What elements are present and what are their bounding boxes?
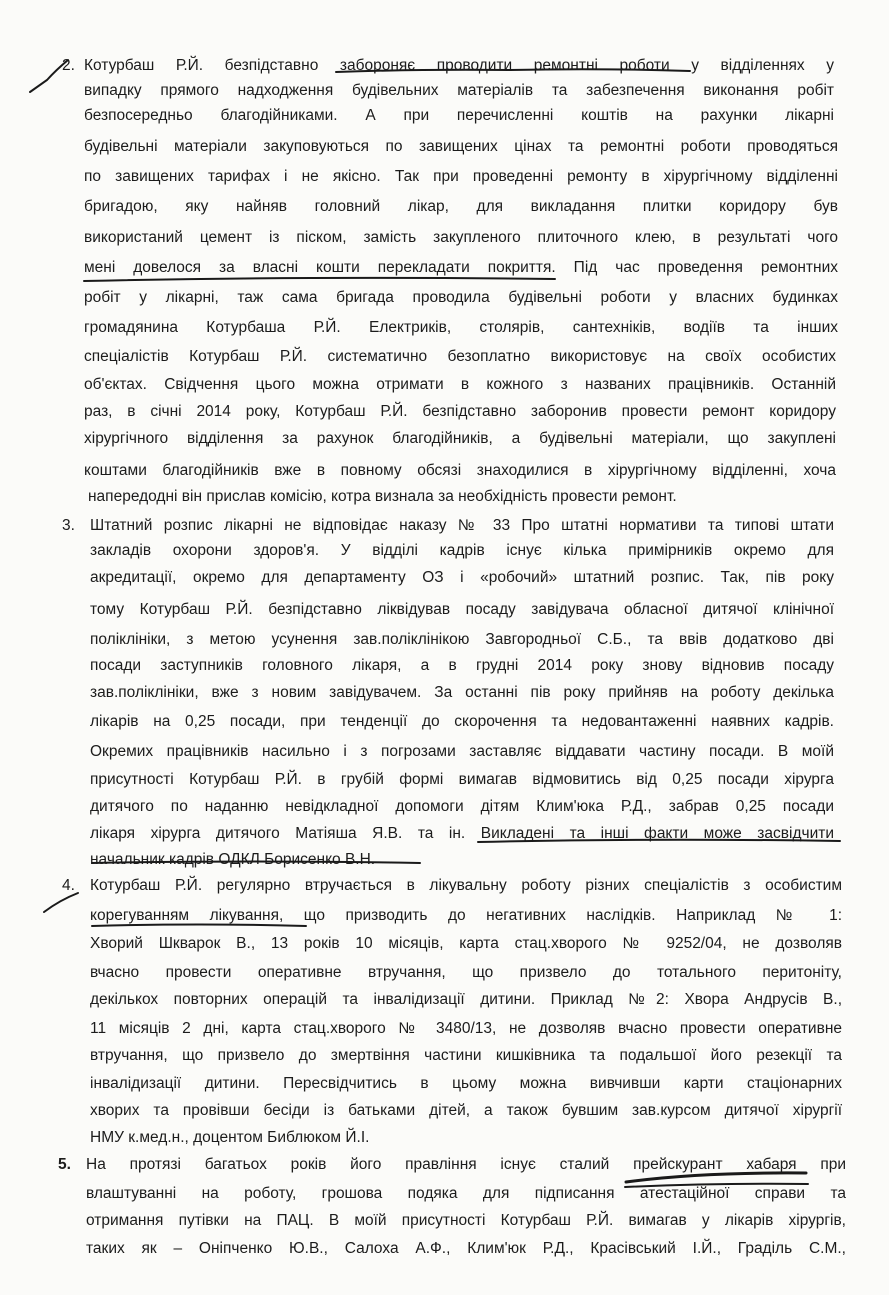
text-line: напередодні він прислав комісію, котра визнала за необхідність провести ремонт. — [88, 488, 677, 505]
item-number: 2. — [62, 57, 75, 74]
handwritten-underline — [84, 278, 555, 281]
text-line: отримання путівки на ПАЦ. В моїй присутності Котурбаш Р.Й. вимагав у лікарів хірургів, — [86, 1212, 846, 1229]
text-line: інвалідизації дитини. Пересвідчитись в цьому можна вивчивши карти стаціонарних — [90, 1075, 842, 1092]
text-line: робіт у лікарні, таж сама бригада проводила будівельні роботи у власних будинках — [84, 289, 838, 306]
text-line: поліклініки, з метою усунення зав.поліклінікою Завгородньої С.Б., та ввів додатково дві — [90, 631, 834, 648]
item-number: 3. — [62, 517, 75, 534]
text-line: по завищених тарифах і не якісно. Так при проведенні ремонту в хірургічному відділенні — [84, 168, 838, 185]
text-line: лікаря хірурга дитячого Матіяша Я.В. та ін. Викладені та інші факти може засвідчити — [90, 825, 834, 842]
text-line: зав.поліклініки, вже з новим завідувачем. За останні пів року прийняв на роботу декілька — [90, 684, 834, 701]
text-line: влаштуванні на роботу, грошова подяка для підписання атестаційної справи та — [86, 1185, 846, 1202]
item-number: 4. — [62, 877, 75, 894]
text-line: хворих та провівши бесіди із батьками дітей, а також бувшим зав.курсом дитячої хірургії — [90, 1102, 842, 1119]
text-line: начальник кадрів ОДКЛ Борисенко В.Н. — [90, 851, 376, 868]
text-line: раз, в січні 2014 року, Котурбаш Р.Й. безпідставно заборонив провести ремонт коридору — [84, 403, 836, 420]
text-line: 11 місяців 2 дні, карта стац.хворого № 3480/13, не дозволяв вчасно провести оперативне — [90, 1020, 842, 1037]
text-line: мені довелося за власні кошти перекладати покриття. Під час проведення ремонтних — [84, 259, 838, 276]
text-line: втручання, що призвело до змертвіння частини кишківника та подальшої його резекції та — [90, 1047, 842, 1064]
item-number: 5. — [58, 1156, 71, 1173]
text-line: випадку прямого надходження будівельних матеріалів та забезпечення виконання робіт — [84, 82, 834, 99]
text-line: Хворий Шкварок В., 13 років 10 місяців, карта стац.хворого № 9252/04, не дозволяв — [90, 935, 842, 952]
text-line: На протязі багатьох років його правління існує сталий прейскурант хабаря при — [86, 1156, 846, 1173]
text-line: коштами благодійників вже в повному обсязі знаходилися в хірургічному відділенні, хоча — [84, 462, 836, 479]
text-line: Котурбаш Р.Й. регулярно втручається в лікувальну роботу різних спеціалістів з особистим — [90, 877, 842, 894]
text-line: тому Котурбаш Р.Й. безпідставно ліквідував посаду завідувача обласної дитячої клінічної — [90, 601, 834, 618]
text-line: об'єктах. Свідчення цього можна отримати в кожного з названих працівників. Останній — [84, 376, 836, 393]
text-line: спеціалістів Котурбаш Р.Й. систематично безоплатно використовує на своїх особистих — [84, 348, 836, 365]
text-line: вчасно провести оперативне втручання, що призвело до тотального перитоніту, — [90, 964, 842, 981]
text-line: використаний цемент із піском, замість закупленого плиточного клею, в результаті чого — [84, 229, 838, 246]
text-line: Котурбаш Р.Й. безпідставно забороняє проводити ремонтні роботи у відділеннях у — [84, 57, 834, 74]
text-line: дитячого по наданню невідкладної допомоги дітям Клим'юка Р.Д., забрав 0,25 посади — [90, 798, 834, 815]
text-line: бригадою, яку найняв головний лікар, для викладання плитки коридору був — [84, 198, 838, 215]
text-line: таких як – Оніпченко Ю.В., Салоха А.Ф., Клим'юк Р.Д., Красівський І.Й., Граділь С.М., — [86, 1240, 846, 1257]
text-line: акредитації, окремо для департаменту ОЗ і «робочий» штатний розпис. Так, пів року — [90, 569, 834, 586]
text-line: хірургічного відділення за рахунок благодійників, а будівельні матеріали, що закуплені — [84, 430, 836, 447]
text-line: НМУ к.мед.н., доцентом Библюком Й.І. — [90, 1129, 370, 1146]
text-line: закладів охорони здоров'я. У відділі кадрів існує кілька примірників окремо для — [90, 542, 834, 559]
text-line: безпосередньо благодійниками. А при перечисленні коштів на рахунки лікарні — [84, 107, 834, 124]
text-line: лікарів на 0,25 посади, при тенденції до скорочення та недовантаженні наявних кадрів. — [90, 713, 834, 730]
text-line: Окремих працівників насильно і з погрозами заставляє віддавати частину посади. В моїй — [90, 743, 834, 760]
text-line: Штатний розпис лікарні не відповідає наказу № 33 Про штатні нормативи та типові штати — [90, 517, 834, 534]
text-line: посади заступників головного лікаря, а в грудні 2014 року знову відновив посаду — [90, 657, 834, 674]
text-line: присутності Котурбаш Р.Й. в грубій формі вимагав відмовитись від 0,25 посади хірурга — [90, 771, 834, 788]
text-line: будівельні матеріали закуповуються по завищених цінах та ремонтні роботи проводяться — [84, 138, 838, 155]
text-line: корегуванням лікування, що призводить до негативних наслідків. Наприклад № 1: — [90, 907, 842, 924]
text-line: декількох повторних операцій та інвалідизації дитини. Приклад №2: Хвора Андрусів В., — [90, 991, 842, 1008]
text-line: громадянина Котурбаша Р.Й. Електриків, столярів, сантехніків, водіїв та інших — [84, 319, 838, 336]
